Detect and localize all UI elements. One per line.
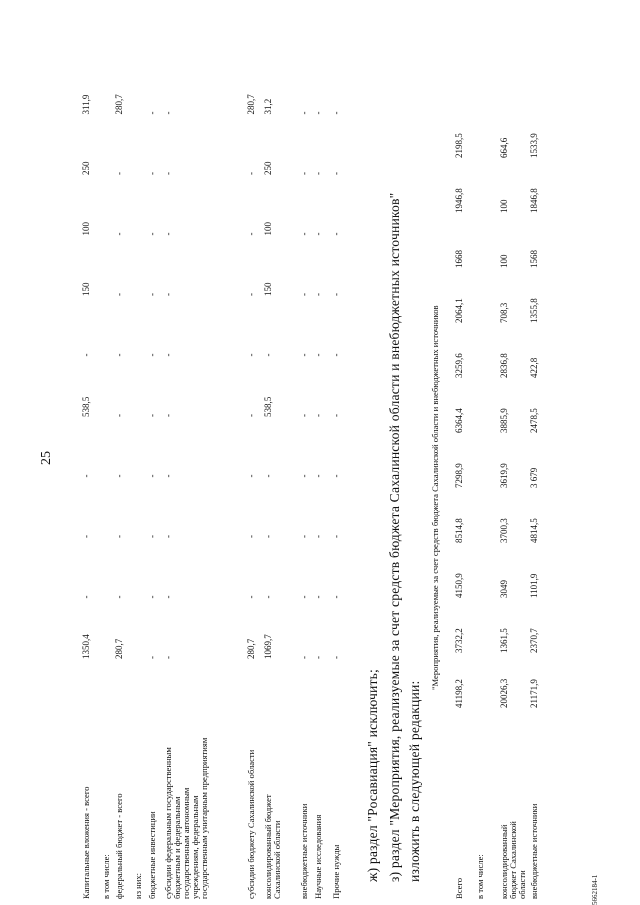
table1-cell: - (331, 111, 341, 115)
table1-row-label: из них: (133, 872, 143, 899)
table1-cell: - (331, 172, 341, 175)
table1-cell: - (81, 595, 91, 599)
table1-cell: 150 (263, 282, 273, 296)
table1-cell: - (299, 111, 309, 115)
table2-cell: 4814,5 (529, 518, 539, 543)
table2-cell: 41198,2 (454, 679, 464, 708)
table1-cell: 31,2 (263, 98, 273, 115)
table2-cell: 2370,7 (529, 628, 539, 653)
table1-cell: 100 (81, 222, 91, 236)
table1-cell: - (331, 293, 341, 296)
table2-cell: 708,3 (499, 302, 509, 323)
table1-cell: 280,7 (246, 638, 256, 659)
table2-cell: 3885,9 (499, 408, 509, 433)
table1-cell: - (147, 172, 157, 175)
table1-row-label: Научные исследования (313, 814, 323, 899)
table1-cell: - (147, 474, 157, 478)
table1-cell: - (299, 595, 309, 599)
table1-cell: - (299, 535, 309, 538)
table1-cell: - (114, 353, 124, 357)
table1-cell: - (299, 414, 309, 417)
table1-row-label: внебюджетные источники (299, 803, 309, 899)
table1-cell: - (313, 595, 323, 599)
table1-row-label: федеральный бюджет - всего (114, 793, 124, 899)
table1-cell: 250 (81, 161, 91, 175)
table1-cell: - (163, 414, 173, 417)
table2-cell: 1846,8 (529, 188, 539, 213)
table1-cell: - (246, 535, 256, 538)
table1-cell: - (331, 414, 341, 417)
table1-cell: 280,7 (114, 94, 124, 115)
paragraph-zh: ж) раздел "Росавиация" исключить; (365, 669, 380, 882)
table1-cell: 100 (263, 222, 273, 236)
table2-cell: 1361,5 (499, 628, 509, 653)
table2-cell: 3732,2 (454, 628, 464, 653)
table1-cell: 280,7 (114, 638, 124, 659)
table1-cell: 311,9 (81, 94, 91, 115)
table1-row-label: субсидии федеральным государственным бюджетным и федеральным государственным автономным учреждениям, федеральным государственным унитарным предприятиям (163, 737, 210, 899)
table1-cell: - (114, 535, 124, 538)
table1-cell: - (246, 474, 256, 478)
table1-cell: - (246, 232, 256, 236)
table1-cell: - (163, 111, 173, 115)
table1-cell: - (299, 232, 309, 236)
table2-cell: 1101,9 (529, 573, 539, 598)
table1-cell: - (114, 172, 124, 175)
table1-cell: - (81, 474, 91, 478)
table1-cell: - (147, 353, 157, 357)
table1-cell: - (313, 656, 323, 659)
table1-cell: 1069,7 (263, 634, 273, 659)
table1-cell: - (147, 111, 157, 115)
table1-cell: - (299, 656, 309, 659)
table2-cell: 7298,9 (454, 463, 464, 488)
table1-cell: 150 (81, 282, 91, 296)
table1-cell: - (163, 232, 173, 236)
table1-cell: - (299, 172, 309, 175)
table2-row-label: Всего (454, 877, 464, 899)
paragraph-z-line1: з) раздел "Мероприятия, реализуемые за счет средств бюджета Сахалинской области и внебюджетных источников" (387, 192, 402, 882)
table1-cell: - (331, 535, 341, 538)
table2-cell: 1568 (529, 250, 539, 268)
table1-cell: - (263, 535, 273, 538)
table1-cell: - (313, 232, 323, 236)
table2-cell: 1668 (454, 250, 464, 268)
table2-cell: 1355,8 (529, 298, 539, 323)
table1-cell: - (147, 232, 157, 236)
table2-cell: 8514,8 (454, 518, 464, 543)
table1-cell: - (163, 172, 173, 175)
table2-cell: 3700,3 (499, 518, 509, 543)
table2-cell: 664,6 (499, 137, 509, 158)
table-caption: "Мероприятия, реализуемые за счет средств бюджета Сахалинской области и внебюджетных источников (430, 305, 440, 690)
table1-cell: - (299, 293, 309, 296)
table2-row-label: внебюджетные источники (529, 803, 539, 899)
table1-cell: - (313, 535, 323, 538)
table1-row-label: бюджетные инвестиции (147, 811, 157, 899)
table2-row-label: консолидированный бюджет Сахалинской области (499, 821, 528, 899)
footer-code: 5662184-1 (591, 874, 599, 905)
table1-cell: - (246, 172, 256, 175)
table1-cell: 538,5 (263, 396, 273, 417)
table1-cell: - (147, 656, 157, 659)
table2-cell: 2198,5 (454, 133, 464, 158)
table1-cell: - (331, 595, 341, 599)
table1-cell: - (163, 535, 173, 538)
table1-cell: 1350,4 (81, 634, 91, 659)
table1-cell: - (163, 595, 173, 599)
table2-cell: 1946,8 (454, 188, 464, 213)
table2-cell: 1533,9 (529, 133, 539, 158)
table2-cell: 20026,3 (499, 678, 509, 708)
table2-cell: 4150,9 (454, 573, 464, 598)
table1-row-label: Капитальные вложения - всего (81, 786, 91, 899)
table2-cell: 100 (499, 199, 509, 213)
table2-cell: 2836,8 (499, 353, 509, 378)
paragraph-z-line2: изложить в следующей редакции: (407, 680, 422, 882)
table1-cell: - (313, 414, 323, 417)
table1-cell: - (313, 474, 323, 478)
table2-cell: 2478,5 (529, 408, 539, 433)
table1-cell: 538,5 (81, 396, 91, 417)
table1-cell: - (147, 595, 157, 599)
table1-cell: - (114, 474, 124, 478)
table1-cell: - (147, 414, 157, 417)
table2-cell: 3259,6 (454, 353, 464, 378)
table2-cell: 3619,9 (499, 463, 509, 488)
table1-cell: - (313, 172, 323, 175)
table1-cell: - (163, 656, 173, 659)
table1-cell: - (263, 474, 273, 478)
table1-row-label: субсидии бюджету Сахалинской области (246, 749, 256, 899)
table2-cell: 422,8 (529, 357, 539, 378)
table1-row-label: в том числе: (101, 854, 111, 899)
table1-cell: - (299, 474, 309, 478)
table1-cell: - (331, 353, 341, 357)
table2-cell: 21171,9 (529, 679, 539, 708)
table1-cell: - (147, 293, 157, 296)
table1-cell: - (246, 595, 256, 599)
table1-cell: - (313, 353, 323, 357)
table2-row-label: в том числе: (475, 854, 485, 899)
table1-cell: - (313, 293, 323, 296)
table1-cell: - (246, 414, 256, 417)
table1-cell: - (114, 414, 124, 417)
table1-cell: - (246, 353, 256, 357)
table1-cell: - (163, 353, 173, 357)
table1-cell: - (163, 293, 173, 296)
table2-cell: 3 679 (529, 467, 539, 488)
table1-cell: - (147, 535, 157, 538)
table1-cell: - (313, 111, 323, 115)
table1-cell: - (331, 474, 341, 478)
table1-cell: - (263, 353, 273, 357)
table1-cell: - (81, 353, 91, 357)
table1-row-label: консолидированный бюджет Сахалинской области (263, 794, 283, 899)
table1-cell: - (263, 595, 273, 599)
table1-cell: - (299, 353, 309, 357)
table1-cell: 250 (263, 161, 273, 175)
table2-cell: 100 (499, 254, 509, 268)
table1-cell: 280,7 (246, 94, 256, 115)
table1-cell: - (81, 535, 91, 538)
table1-cell: - (114, 232, 124, 236)
table2-cell: 6364,4 (454, 408, 464, 433)
table1-cell: - (331, 232, 341, 236)
table1-cell: - (246, 293, 256, 296)
table1-cell: - (114, 293, 124, 296)
table2-cell: 3049 (499, 580, 509, 598)
table1-cell: - (163, 474, 173, 478)
table1-cell: - (331, 656, 341, 659)
page-number: 25 (39, 451, 54, 465)
table1-cell: - (114, 595, 124, 599)
table2-cell: 2064,1 (454, 298, 464, 323)
table1-row-label: Прочие нужды (331, 844, 341, 899)
